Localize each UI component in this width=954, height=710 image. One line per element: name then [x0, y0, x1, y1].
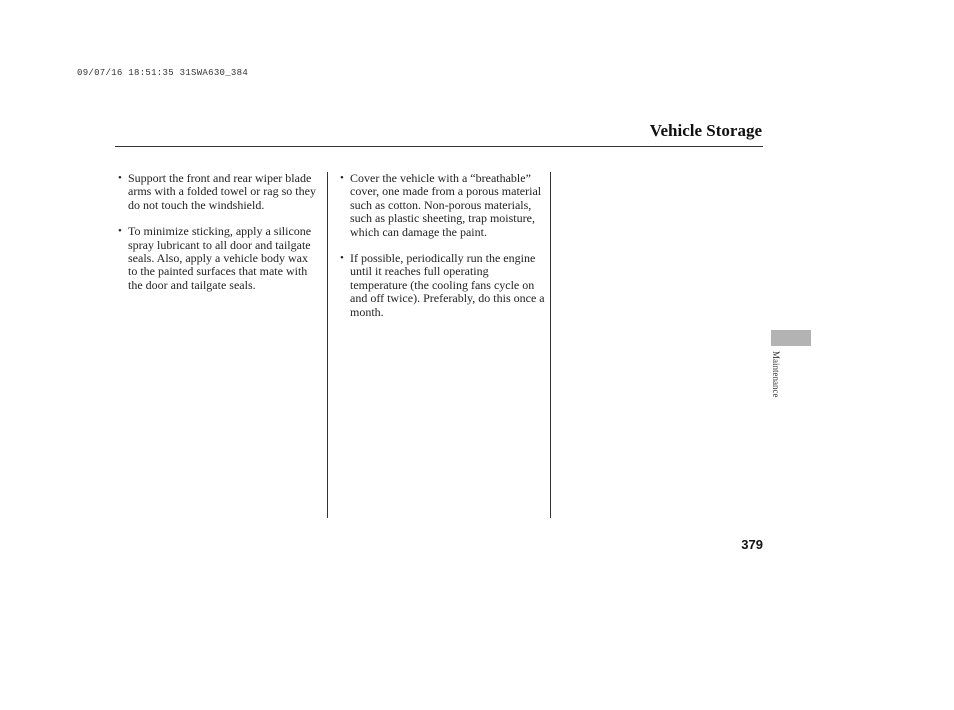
- text-column-1: [118, 172, 318, 305]
- page-number: 379: [741, 537, 763, 552]
- list-item: [118, 172, 318, 212]
- list-item-text: Cover the vehicle with a “breathable” cover, one made from a porous material such as cotton. Non-porous materials, such as plastic sheeting, trap moisture, which can damage the paint.: [350, 171, 542, 239]
- print-timestamp: 09/07/16 18:51:35 31SWA630_384: [77, 68, 249, 78]
- bullet-icon: •: [118, 172, 122, 184]
- list-item-text: If possible, periodically run the engine until it reaches full operating temperature (the cooling fans cycle on and off twice). Preferably, do this once a month.: [350, 251, 545, 319]
- header-rule: [115, 146, 763, 147]
- bullet-icon: •: [118, 225, 122, 238]
- list-item: [340, 172, 545, 239]
- column-divider: [327, 172, 328, 518]
- column-divider: [550, 172, 551, 518]
- list-item-text: Support the front and rear wiper blade arms with a folded towel or rag so they do not touch the windshield.: [128, 171, 316, 212]
- list-item: [340, 252, 545, 319]
- bullet-icon: •: [340, 172, 344, 184]
- list-item: [118, 225, 318, 292]
- list-item-text: To minimize sticking, apply a silicone spray lubricant to all door and tailgate seals. Also, apply a vehicle body wax to the painted surfaces that mate with the door and tailgate seals.: [128, 224, 312, 292]
- bullet-icon: •: [340, 252, 344, 265]
- page-title: Vehicle Storage: [649, 121, 762, 140]
- section-label: Maintenance: [771, 351, 781, 398]
- text-column-2: [340, 172, 545, 332]
- section-tab: [771, 330, 811, 346]
